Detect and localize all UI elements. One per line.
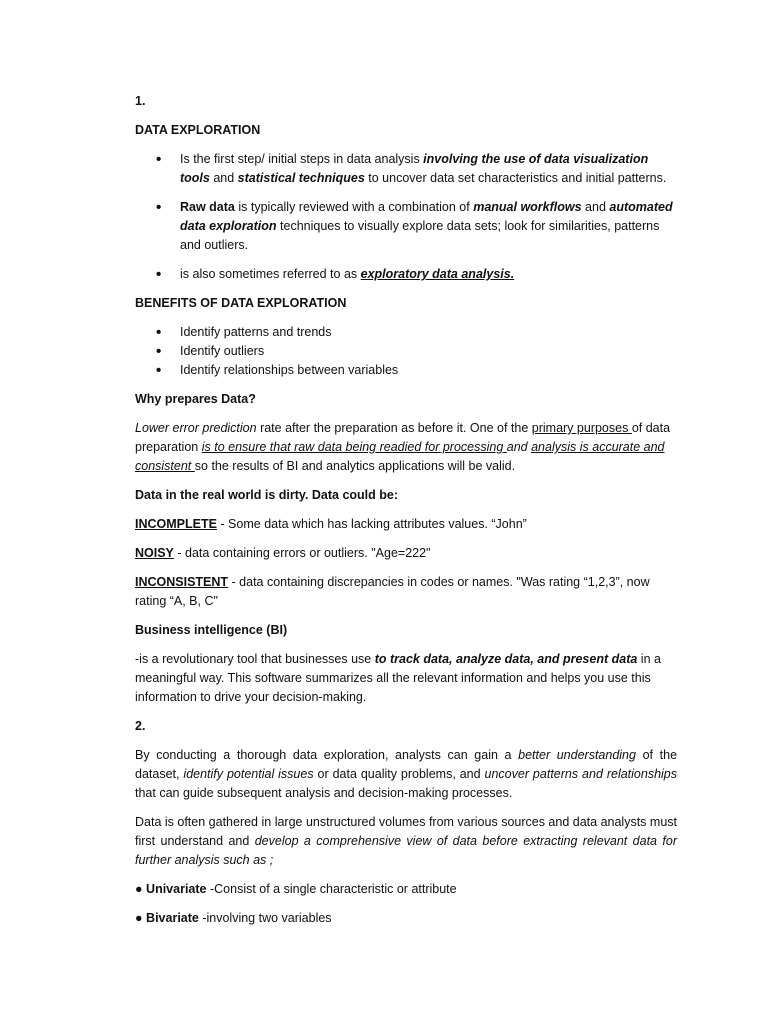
section-number-2: 2. [135, 719, 146, 733]
eda-term: exploratory data analysis. [360, 267, 515, 281]
paragraph-bi: -is a revolutionary tool that businesses use to track data, analyze data, and present data in a meaningful way. This software summarizes all the relevant information and helps you use this information to drive your decision-making. [135, 652, 661, 704]
list-item: • Identify outliers [135, 342, 677, 361]
item-bivariate: ● Bivariate -involving two variables [135, 911, 332, 925]
paragraph-exploration-benefits: By conducting a thorough data exploration, analysts can gain a better understanding of the dataset, identify potential issues or data quality problems, and uncover patterns and relationships that can guide subsequent analysis and decision-making processes. [135, 748, 678, 800]
paragraph-data-gathering: Data is often gathered in large unstructured volumes from various sources and data analysts must first understand and develop a comprehensive view of data before extracting relevant data for further analysis such as ; [135, 815, 677, 867]
heading-benefits: BENEFITS OF DATA EXPLORATION [135, 296, 347, 310]
list-item: • is also sometimes referred to as exploratory data analysis. [135, 265, 677, 284]
heading-why-prepare: Why prepares Data? [135, 392, 256, 406]
definition-incomplete: INCOMPLETE - Some data which has lacking attributes values. “John” [135, 517, 527, 531]
list-item: • Identify relationships between variables [135, 361, 677, 380]
heading-dirty-data: Data in the real world is dirty. Data could be: [135, 488, 399, 502]
definition-inconsistent: INCONSISTENT - data containing discrepancies in codes or names. "Was rating “1,2,3”, now rating “A, B, C" [135, 575, 650, 608]
heading-data-exploration: DATA EXPLORATION [135, 123, 261, 137]
item-univariate: ● Univariate -Consist of a single characteristic or attribute [135, 882, 457, 896]
list-item: • Raw data is typically reviewed with a combination of manual workflows and automated data exploration techniques to visually explore data sets; look for similarities, patterns and outliers. [135, 198, 677, 255]
list-item: • Identify patterns and trends [135, 323, 677, 342]
exploration-bullet-list [135, 150, 677, 284]
heading-business-intelligence: Business intelligence (BI) [135, 623, 288, 637]
section-number-1: 1. [135, 94, 146, 108]
document-page [135, 92, 677, 938]
paragraph-why-prepare: Lower error prediction rate after the preparation as before it. One of the primary purposes of data preparation is to ensure that raw data being readied for processing and analysis is accurate and consistent so the results of BI and analytics applications will be valid. [135, 421, 671, 473]
list-item: • Is the first step/ initial steps in data analysis involving the use of data visualization tools and statistical techniques to uncover data set characteristics and initial patterns. [135, 150, 677, 188]
benefits-list [135, 323, 677, 380]
definition-noisy: NOISY - data containing errors or outliers. "Age=222" [135, 546, 431, 560]
